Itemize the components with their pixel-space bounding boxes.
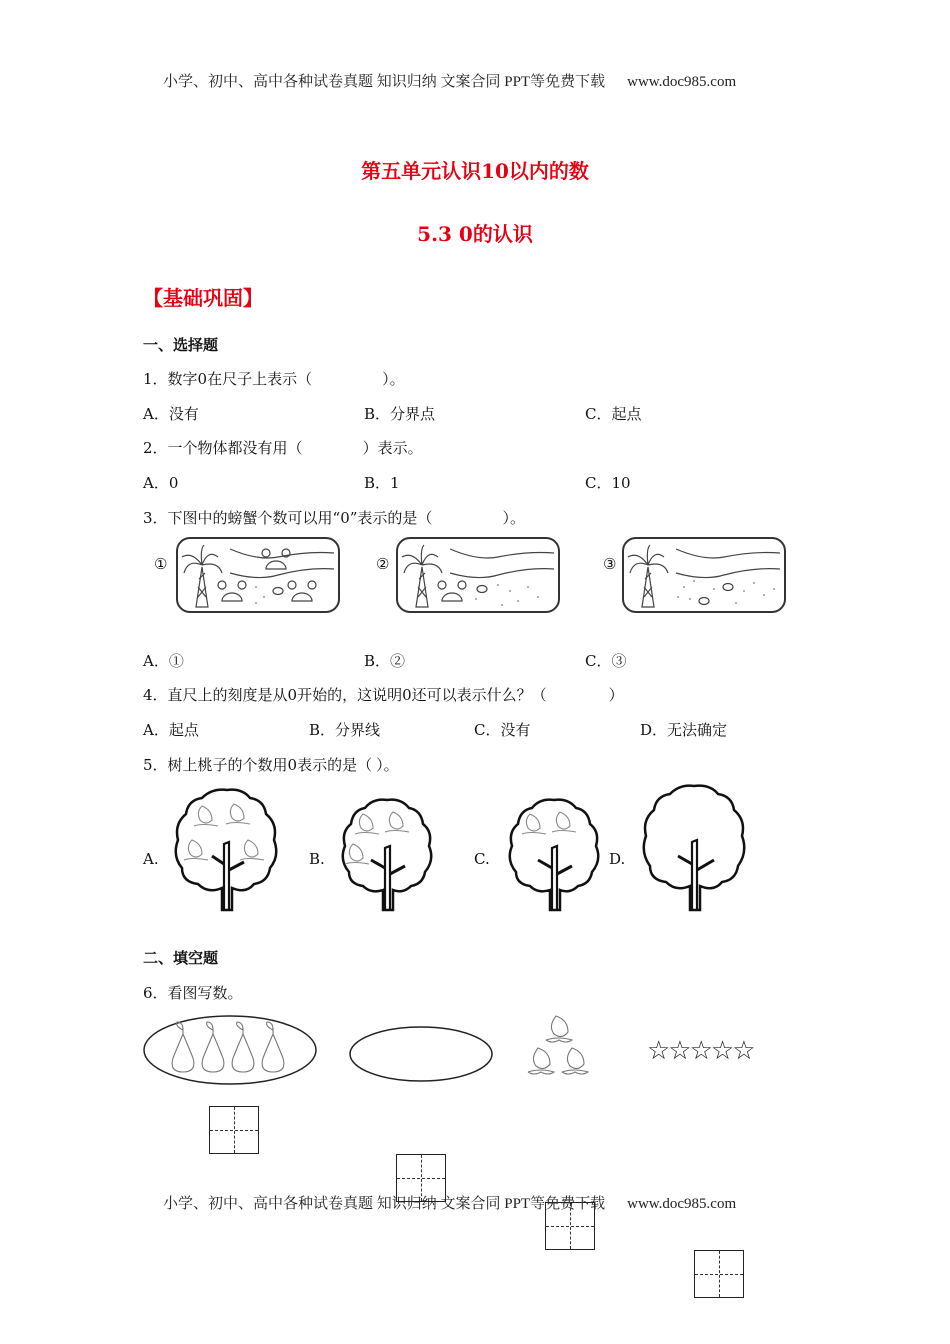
header-banner <box>163 70 736 91</box>
section-tag: 【基础巩固】 <box>143 286 263 310</box>
peach-pile <box>526 1012 592 1084</box>
tree-label-d[interactable]: D. <box>609 850 626 868</box>
tree-icon <box>638 782 750 912</box>
footer-banner-site: www.doc985.com <box>627 1196 737 1212</box>
q2-option-a[interactable]: A．0 <box>143 474 179 492</box>
part2-heading: 二、填空题 <box>143 949 219 967</box>
question-stem: 一个物体都没有用（ <box>167 439 303 457</box>
footer-banner-text: 小学、初中、高中各种试卷真题 知识归纳 文案合同 PPT等免费下载 <box>163 1196 606 1212</box>
question-stem-end: ）表示。 <box>362 439 423 457</box>
peach-tree-b[interactable] <box>337 796 437 912</box>
q2-option-b[interactable]: B．1 <box>364 474 400 492</box>
question-stem: 树上桃子的个数用0表示的是（ <box>167 756 373 774</box>
palm-crab-illustration <box>398 539 558 611</box>
tree-icon <box>172 786 282 912</box>
answer-box-4[interactable] <box>694 1250 744 1298</box>
palm-illustration <box>624 539 784 611</box>
question-4 <box>143 684 624 705</box>
unit-title: 第五单元认识10以内的数 <box>361 159 589 183</box>
crab-icon <box>262 549 290 569</box>
empty-plate <box>348 1025 494 1083</box>
q4-option-c[interactable]: C．没有 <box>474 721 531 739</box>
question-number: 1． <box>143 370 168 388</box>
peach-tree-a[interactable] <box>172 786 282 912</box>
crab-icon <box>288 581 316 601</box>
crab-icon <box>438 581 466 601</box>
beach-scene-1 <box>176 537 340 613</box>
question-number: 2． <box>143 439 168 457</box>
q1-option-b[interactable]: B．分界点 <box>364 405 436 423</box>
tree-label-a[interactable]: A. <box>143 850 159 868</box>
crab-icon <box>218 581 246 601</box>
palm-crab-illustration <box>178 539 338 611</box>
q4-option-a[interactable]: A．起点 <box>143 721 199 739</box>
q3-option-b[interactable]: B．② <box>364 652 406 670</box>
footer-banner <box>163 1192 736 1213</box>
question-6 <box>143 982 243 1003</box>
peach-icons <box>526 1012 592 1084</box>
q3-option-a[interactable]: A．① <box>143 652 184 670</box>
picture-label-1: ① <box>154 555 168 573</box>
answer-box-1[interactable] <box>209 1106 259 1154</box>
question-stem: 看图写数。 <box>167 984 243 1002</box>
beach-scene-2 <box>396 537 560 613</box>
part1-heading: 一、选择题 <box>143 336 219 354</box>
question-2 <box>143 437 423 458</box>
peach-tree-d[interactable] <box>638 782 750 912</box>
question-stem-end: ）。 <box>376 756 399 774</box>
question-1 <box>143 368 405 389</box>
picture-label-3: ③ <box>603 555 617 573</box>
question-number: 4． <box>143 686 168 704</box>
question-stem-end: ） <box>608 686 624 704</box>
star-icons: ☆☆☆☆☆ <box>647 1036 754 1066</box>
tree-label-c[interactable]: C. <box>474 850 490 868</box>
question-number: 5． <box>143 756 168 774</box>
question-5 <box>143 754 399 775</box>
q2-option-c[interactable]: C．10 <box>585 474 631 492</box>
question-stem: 数字0在尺子上表示（ <box>167 370 313 388</box>
pear-plate-illustration <box>142 1014 318 1086</box>
tree-label-b[interactable]: B. <box>309 850 325 868</box>
question-number: 6． <box>143 984 168 1002</box>
question-stem-end: ）。 <box>382 370 405 388</box>
peach-tree-c[interactable] <box>504 796 604 912</box>
pear-plate <box>142 1014 318 1086</box>
q4-option-b[interactable]: B．分界线 <box>309 721 381 739</box>
question-stem: 下图中的螃蟹个数可以用“0”表示的是（ <box>167 509 433 527</box>
empty-plate-illustration <box>348 1025 494 1083</box>
q1-option-c[interactable]: C．起点 <box>585 405 642 423</box>
question-stem-end: ）。 <box>502 509 525 527</box>
lesson-title: 5.3 0的认识 <box>417 222 533 246</box>
beach-scene-3 <box>622 537 786 613</box>
picture-label-2: ② <box>376 555 390 573</box>
question-number: 3． <box>143 509 168 527</box>
q4-option-d[interactable]: D．无法确定 <box>640 721 728 739</box>
header-banner-text: 小学、初中、高中各种试卷真题 知识归纳 文案合同 PPT等免费下载 <box>163 74 606 90</box>
q1-option-a[interactable]: A．没有 <box>143 405 199 423</box>
header-banner-site: www.doc985.com <box>627 74 737 90</box>
question-3 <box>143 507 525 528</box>
tree-icon <box>504 796 604 912</box>
tree-icon <box>337 796 437 912</box>
q3-option-c[interactable]: C．③ <box>585 652 627 670</box>
question-stem: 直尺上的刻度是从0开始的，这说明0还可以表示什么？（ <box>167 686 547 704</box>
